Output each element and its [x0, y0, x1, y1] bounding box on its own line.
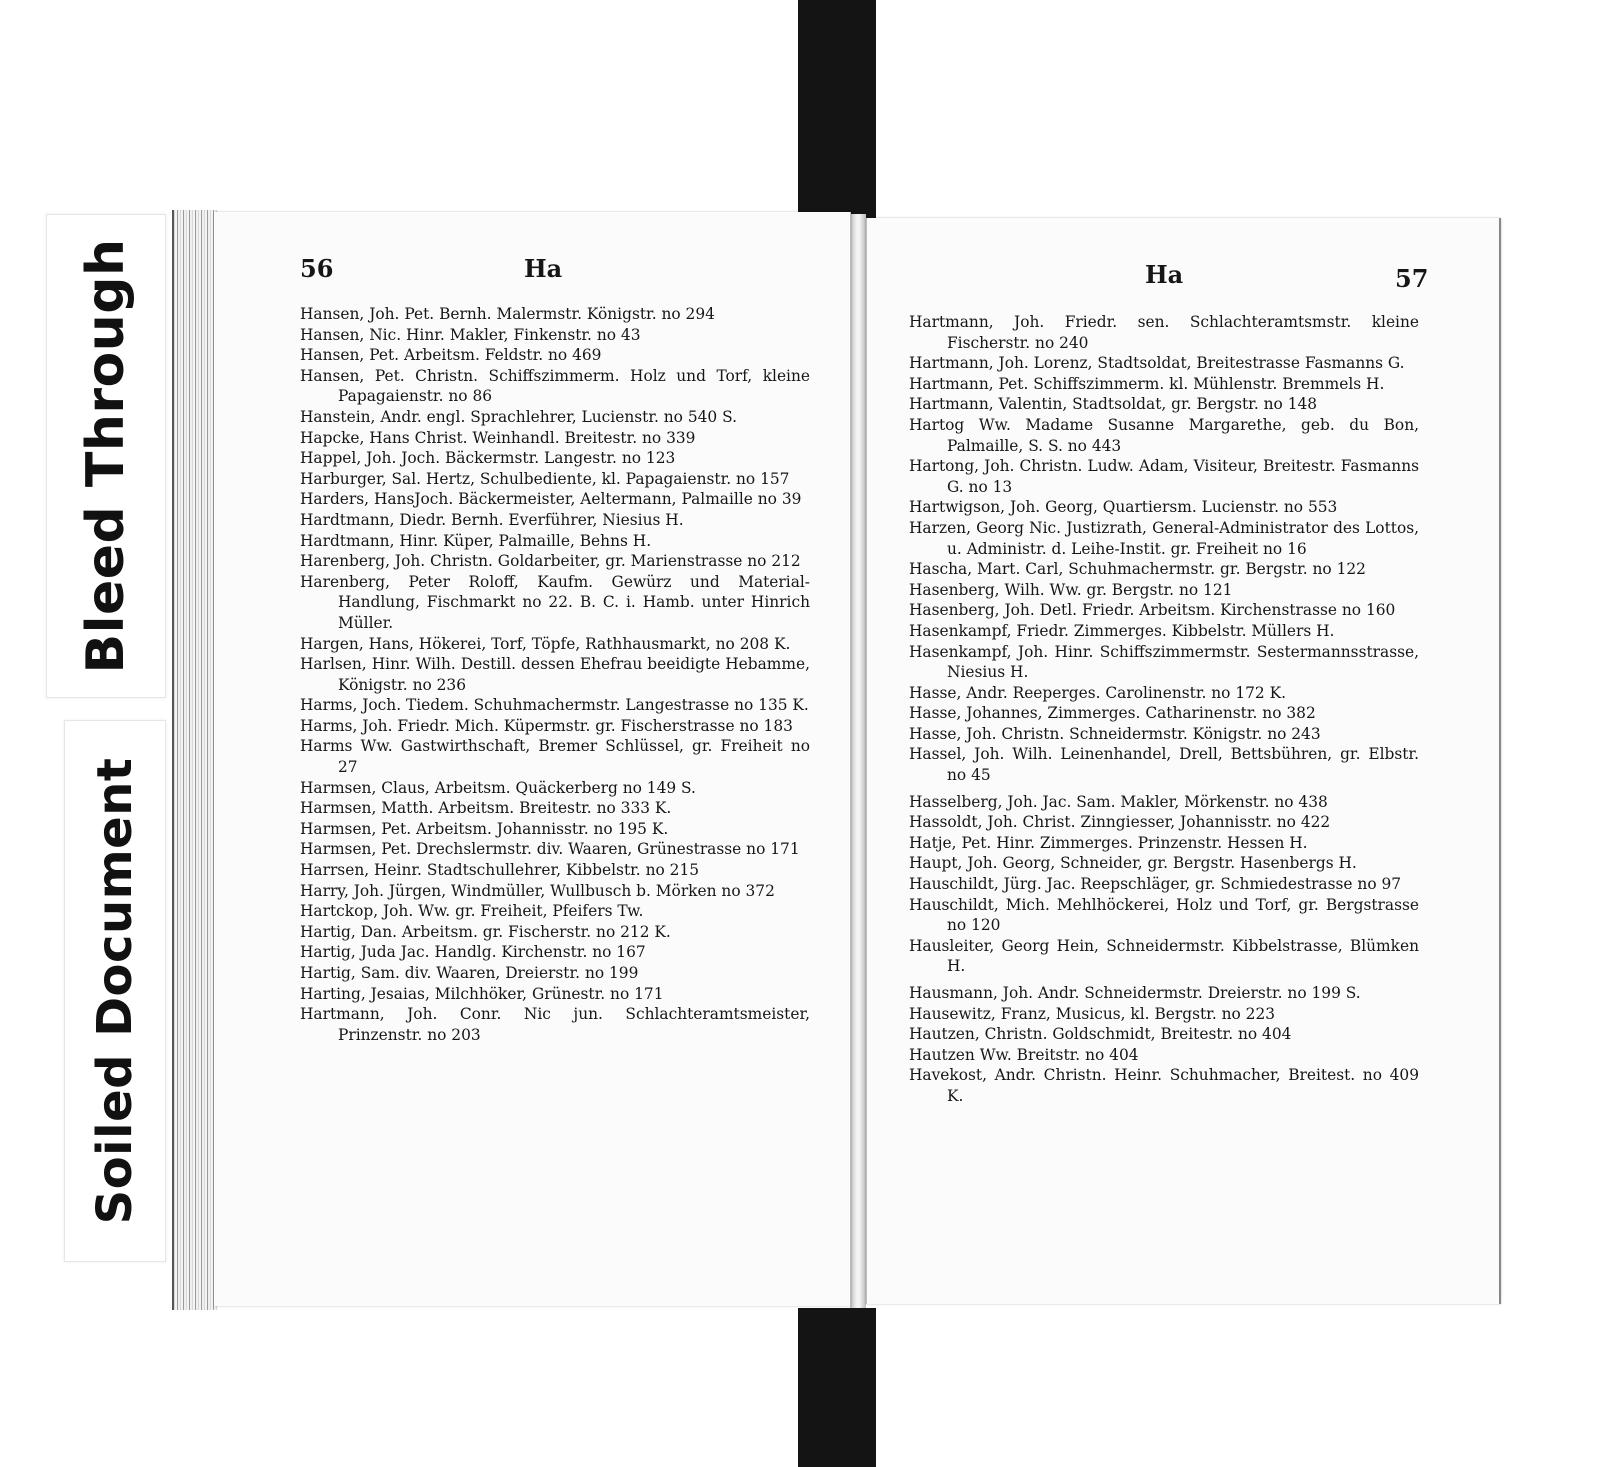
- directory-entry: Hausmann, Joh. Andr. Schneidermstr. Dreierstr. no 199 S.: [909, 984, 1361, 1002]
- soiled-document-label: [64, 720, 166, 1262]
- directory-entry: Hansen, Nic. Hinr. Makler, Finkenstr. no 43: [300, 325, 641, 344]
- directory-entry: Happel, Joh. Joch. Bäckermstr. Langestr. no 123: [300, 449, 676, 468]
- directory-entry: Harmsen, Matth. Arbeitsm. Breitestr. no 333 K.: [300, 799, 672, 818]
- directory-entry: Hausleiter, Georg Hein, Schneidermstr. Kibbelstrasse, Blümken H.: [909, 936, 1419, 976]
- directory-entry: Harms Ww. Gastwirthschaft, Bremer Schlüssel, gr. Freiheit no 27: [300, 737, 810, 777]
- directory-entry: Hautzen, Christn. Goldschmidt, Breitestr. no 404: [909, 1025, 1292, 1044]
- left-entry-list: [300, 304, 810, 1045]
- binding-strap-top: [798, 0, 876, 226]
- directory-entry: Harburger, Sal. Hertz, Schulbediente, kl. Papagaienstr. no 157: [300, 469, 790, 488]
- directory-entry: Hassel, Joh. Wilh. Leinenhandel, Drell, Bettsbühren, gr. Elbstr. no 45: [909, 745, 1419, 785]
- book-gutter: [850, 214, 866, 1308]
- directory-entry: Hansen, Pet. Arbeitsm. Feldstr. no 469: [300, 346, 602, 365]
- directory-entry: Hasse, Andr. Reeperges. Carolinenstr. no 172 K.: [909, 683, 1286, 702]
- directory-entry: Hanstein, Andr. engl. Sprachlehrer, Lucienstr. no 540 S.: [300, 407, 737, 426]
- directory-entry: Hartmann, Valentin, Stadtsoldat, gr. Bergstr. no 148: [909, 395, 1318, 414]
- directory-entry: Hartwigson, Joh. Georg, Quartiersm. Lucienstr. no 553: [909, 498, 1338, 517]
- directory-entry: Hardtmann, Diedr. Bernh. Everführer, Niesius H.: [300, 510, 684, 529]
- directory-entry: Hascha, Mart. Carl, Schuhmachermstr. gr. Bergstr. no 122: [909, 560, 1366, 579]
- directory-entry: Hartmann, Pet. Schiffszimmerm. kl. Mühlenstr. Bremmels H.: [909, 374, 1385, 393]
- right-page-number: 57: [1395, 264, 1429, 293]
- directory-entry: Hargen, Hans, Hökerei, Torf, Töpfe, Rathhausmarkt, no 208 K.: [300, 634, 791, 653]
- directory-entry: Hartig, Dan. Arbeitsm. gr. Fischerstr. no 212 K.: [300, 922, 671, 941]
- directory-entry: Havekost, Andr. Christn. Heinr. Schuhmacher, Breitest. no 409 K.: [909, 1066, 1419, 1105]
- directory-entry: Hasenberg, Wilh. Ww. gr. Bergstr. no 121: [909, 580, 1233, 599]
- soiled-document-text: Soiled Document: [87, 757, 143, 1225]
- directory-entry: Hartong, Joh. Christn. Ludw. Adam, Visiteur, Breitestr. Fasmanns G. no 13: [909, 457, 1419, 496]
- directory-entry: Hauschildt, Mich. Mehlhöckerei, Holz und Torf, gr. Bergstrasse no 120: [909, 895, 1419, 935]
- left-page: [214, 212, 851, 1306]
- directory-entry: Harenberg, Peter Roloff, Kaufm. Gewürz und Material-Handlung, Fischmarkt no 22. B. C. i. Hamb. unter Hinrich Müller.: [300, 572, 810, 632]
- directory-entry: Hauschildt, Jürg. Jac. Reepschläger, gr. Schmiedestrasse no 97: [909, 875, 1402, 894]
- directory-entry: Hartig, Sam. div. Waaren, Dreierstr. no 199: [300, 964, 639, 982]
- right-page: [866, 218, 1501, 1304]
- directory-entry: Hausewitz, Franz, Musicus, kl. Bergstr. no 223: [909, 1004, 1276, 1023]
- right-entry-list: [909, 312, 1419, 1107]
- directory-entry: Harmsen, Claus, Arbeitsm. Quäckerberg no 149 S.: [300, 778, 696, 797]
- directory-entry: Harms, Joh. Friedr. Mich. Küpermstr. gr. Fischerstrasse no 183: [300, 716, 793, 735]
- directory-entry: Harting, Jesaias, Milchhöker, Grünestr. no 171: [300, 984, 664, 1003]
- directory-entry: Hasenkampf, Joh. Hinr. Schiffszimmermstr. Sestermannsstrasse, Niesius H.: [909, 642, 1419, 682]
- directory-entry: Hasenberg, Joh. Detl. Friedr. Arbeitsm. Kirchenstrasse no 160: [909, 601, 1396, 620]
- directory-entry: Hapcke, Hans Christ. Weinhandl. Breitestr. no 339: [300, 428, 696, 447]
- directory-entry: Hasenkampf, Friedr. Zimmerges. Kibbelstr. Müllers H.: [909, 621, 1335, 640]
- directory-entry: Harmsen, Pet. Arbeitsm. Johannisstr. no 195 K.: [300, 819, 669, 838]
- directory-entry: Hartog Ww. Madame Susanne Margarethe, geb. du Bon, Palmaille, S. S. no 443: [909, 415, 1419, 455]
- directory-entry: Hardtmann, Hinr. Küper, Palmaille, Behns H.: [300, 531, 652, 550]
- directory-entry: Hasse, Johannes, Zimmerges. Catharinenstr. no 382: [909, 704, 1316, 723]
- left-page-header: Ha: [524, 254, 563, 283]
- directory-entry: Harzen, Georg Nic. Justizrath, General-Administrator des Lottos, u. Administr. d. Leihe-Instit. gr. Freiheit no 16: [909, 518, 1419, 558]
- directory-entry: Hartig, Juda Jac. Handlg. Kirchenstr. no 167: [300, 943, 646, 962]
- binding-strap-bottom: [798, 1308, 876, 1467]
- directory-entry: Hartckop, Joh. Ww. gr. Freiheit, Pfeifers Tw.: [300, 902, 644, 921]
- right-page-header: Ha: [1145, 260, 1184, 289]
- directory-entry: Hansen, Joh. Pet. Bernh. Malermstr. Königstr. no 294: [300, 305, 715, 323]
- directory-entry: Hartmann, Joh. Lorenz, Stadtsoldat, Breitestrasse Fasmanns G.: [909, 354, 1405, 373]
- directory-entry: Hansen, Pet. Christn. Schiffszimmerm. Holz und Torf, kleine Papagaienstr. no 86: [300, 366, 810, 406]
- directory-entry: Harms, Joch. Tiedem. Schuhmachermstr. Langestrasse no 135 K.: [300, 696, 809, 715]
- directory-entry: Hatje, Pet. Hinr. Zimmerges. Prinzenstr. Hessen H.: [909, 833, 1308, 852]
- directory-entry: Harenberg, Joh. Christn. Goldarbeiter, gr. Marienstrasse no 212: [300, 552, 801, 571]
- left-page-number: 56: [300, 254, 334, 283]
- directory-entry: Hartmann, Joh. Friedr. sen. Schlachteramtsmstr. kleine Fischerstr. no 240: [909, 313, 1419, 352]
- bleed-through-label: [46, 214, 166, 698]
- directory-entry: Hassoldt, Joh. Christ. Zinngiesser, Johannisstr. no 422: [909, 813, 1331, 832]
- directory-entry: Hartmann, Joh. Conr. Nic jun. Schlachteramtsmeister, Prinzenstr. no 203: [300, 1005, 810, 1044]
- directory-entry: Hasselberg, Joh. Jac. Sam. Makler, Mörkenstr. no 438: [909, 792, 1328, 811]
- bleed-through-text: Bleed Through: [76, 238, 136, 674]
- directory-entry: Harry, Joh. Jürgen, Windmüller, Wullbusch b. Mörken no 372: [300, 881, 775, 900]
- directory-entry: Harmsen, Pet. Drechslermstr. div. Waaren, Grünestrasse no 171: [300, 840, 800, 859]
- directory-entry: Harlsen, Hinr. Wilh. Destill. dessen Ehefrau beeidigte Hebamme, Königstr. no 236: [300, 655, 810, 694]
- directory-entry: Harrsen, Heinr. Stadtschullehrer, Kibbelstr. no 215: [300, 861, 700, 880]
- directory-entry: Haupt, Joh. Georg, Schneider, gr. Bergstr. Hasenbergs H.: [909, 854, 1357, 873]
- directory-entry: Hasse, Joh. Christn. Schneidermstr. Königstr. no 243: [909, 724, 1321, 743]
- book-page-edges: [172, 210, 218, 1310]
- directory-entry: Hautzen Ww. Breitstr. no 404: [909, 1045, 1139, 1064]
- directory-entry: Harders, HansJoch. Bäckermeister, Aeltermann, Palmaille no 39: [300, 490, 802, 509]
